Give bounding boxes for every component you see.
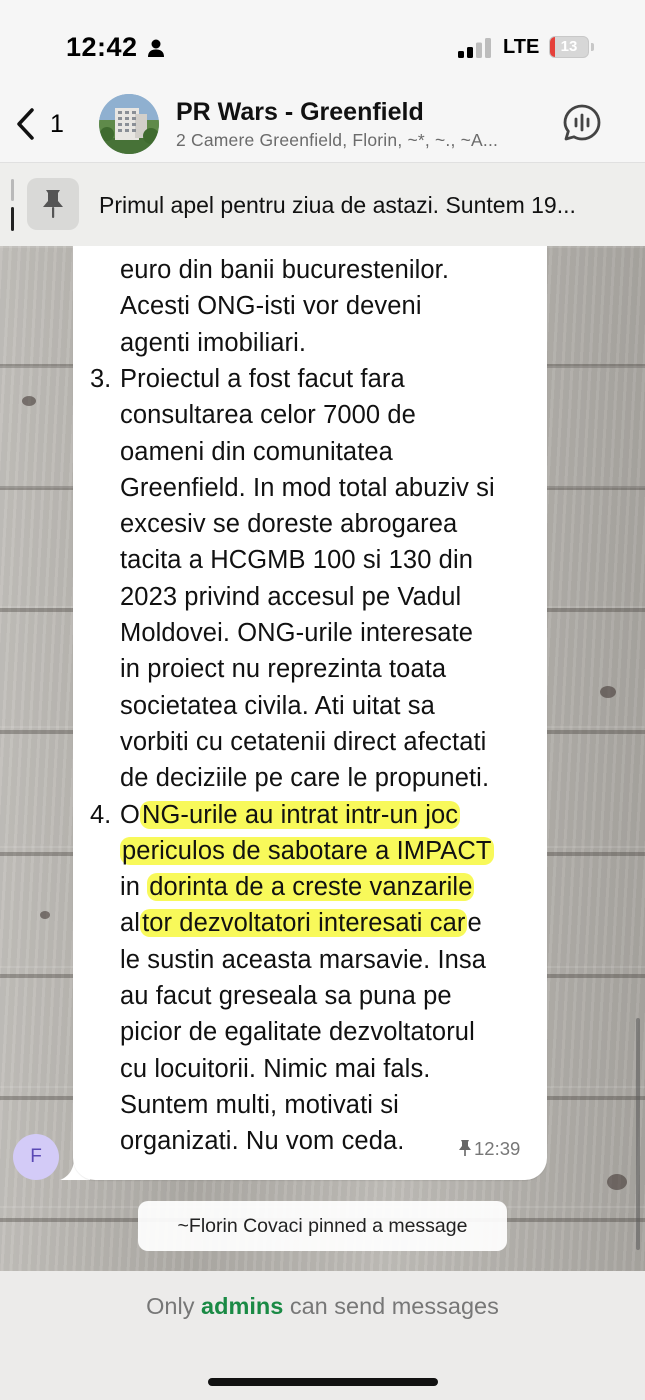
person-icon [146, 38, 166, 58]
list-number: 4. [90, 800, 112, 829]
list-number: 3. [90, 364, 112, 393]
battery-cap [591, 43, 594, 51]
pinned-position-indicator [11, 179, 14, 233]
message-line [120, 905, 482, 941]
message-line [120, 833, 494, 869]
notice-suffix: can send messages [283, 1293, 499, 1319]
message-line: consultarea celor 7000 de [120, 401, 416, 430]
highlighted-text: tor dezvoltatori interesati car [142, 909, 466, 938]
unread-count[interactable]: 1 [50, 110, 64, 138]
highlighted-text: NG-urile au intrat intr-un joc [141, 800, 459, 829]
voice-call-icon[interactable] [562, 103, 602, 143]
pin-icon [458, 1139, 472, 1157]
pinned-message-bar[interactable] [0, 162, 645, 246]
wood-knot [22, 396, 36, 406]
chat-header [0, 90, 645, 162]
pin-icon-box [27, 178, 79, 230]
message-line: tacita a HCGMB 100 si 130 din [120, 546, 473, 575]
back-chevron-icon[interactable] [14, 107, 36, 141]
message-line: oameni din comunitatea [120, 437, 393, 466]
message-line: agenti imobiliari. [120, 328, 307, 357]
composer-footer [0, 1271, 645, 1400]
message-line: Greenfield. In mod total abuziv si [120, 473, 495, 502]
notice-prefix: Only [146, 1293, 202, 1319]
wood-knot [600, 686, 616, 698]
text-segment: e [467, 909, 482, 938]
pin-icon [39, 188, 67, 220]
wood-knot [607, 1174, 627, 1190]
group-members[interactable]: 2 Camere Greenfield, Florin, ~*, ~., ~A... [176, 130, 499, 150]
message-line: Moldovei. ONG-urile interesate [120, 619, 474, 647]
message-line: Acesti ONG-isti vor deveni [120, 292, 422, 321]
status-bar [0, 0, 645, 90]
group-title[interactable]: PR Wars - Greenfield [176, 98, 424, 126]
status-time: 12:42 [66, 32, 138, 62]
home-indicator[interactable] [208, 1378, 438, 1386]
text-segment: O [120, 800, 140, 829]
network-type: LTE [503, 36, 540, 58]
message-line: organizati. Nu vom ceda. [120, 1127, 405, 1156]
sender-avatar[interactable]: F [13, 1134, 59, 1180]
wood-knot [40, 911, 50, 919]
message-line: excesiv se doreste abrogarea [120, 510, 458, 539]
battery-level: 13 [560, 38, 578, 55]
message-line: de deciziile pe care le propuneti. [120, 764, 490, 793]
message-timestamp [458, 1138, 520, 1160]
battery-icon [549, 36, 589, 58]
message-line: in proiect nu reprezinta toata [120, 655, 447, 684]
text-segment: in [120, 873, 148, 902]
message-bubble[interactable] [73, 246, 547, 1180]
message-line: vorbiti cu cetatenii direct afectati [120, 727, 487, 756]
message-line: le sustin aceasta marsavie. Insa [120, 945, 487, 974]
pinned-message-text[interactable]: Primul apel pentru ziua de astazi. Suntem 19... [99, 192, 576, 218]
signal-icon [458, 38, 492, 58]
admins-link[interactable]: admins [201, 1293, 284, 1319]
text-segment: al [120, 909, 141, 938]
message-line: cu locuitorii. Nimic mai fals. [120, 1054, 431, 1083]
message-line: societatea civila. Ati uitat sa [120, 691, 435, 720]
message-line: Proiectul a fost facut fara [120, 364, 405, 393]
group-avatar[interactable] [99, 94, 159, 154]
message-line: au facut greseala sa puna pe [120, 982, 452, 1010]
scrollbar[interactable] [636, 1018, 640, 1250]
message-line: euro din banii bucurestenilor. [120, 256, 450, 284]
message-line [120, 869, 474, 905]
message-time: 12:39 [474, 1138, 521, 1159]
message-line: picior de egalitate dezvoltatorul [120, 1018, 475, 1047]
chat-area [0, 246, 645, 1271]
message-line: 2023 privind accesul pe Vadul [120, 582, 462, 611]
highlighted-text: periculos de sabotare a IMPACT [122, 836, 492, 865]
highlighted-text: dorinta de a creste vanzarile [149, 873, 473, 902]
system-message: ~Florin Covaci pinned a message [138, 1201, 507, 1251]
message-line: Suntem multi, motivati si [120, 1090, 399, 1119]
admins-only-notice [0, 1293, 645, 1320]
message-line [120, 797, 460, 833]
